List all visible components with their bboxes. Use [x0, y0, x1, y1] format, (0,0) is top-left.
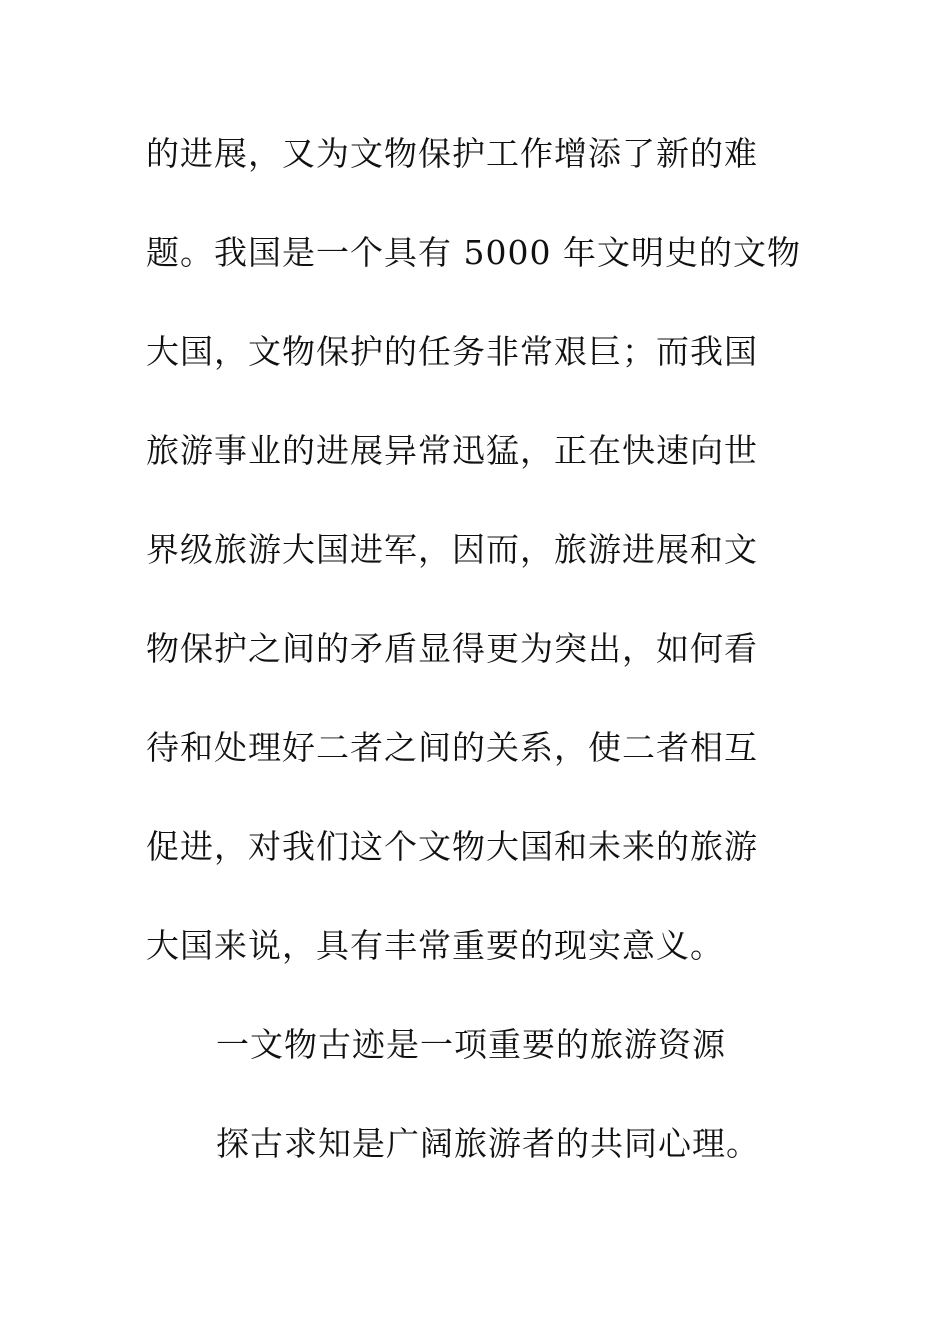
section-heading: 一文物古迹是一项重要的旅游资源 — [216, 1025, 726, 1064]
text-line: 的进展，又为文物保护工作增添了新的难 — [146, 134, 758, 173]
paragraph-start: 探古求知是广阔旅游者的共同心理。 — [216, 1124, 760, 1163]
text-line: 界级旅游大国进军，因而，旅游进展和文 — [146, 530, 758, 569]
text-line: 大国，文物保护的任务非常艰巨；而我国 — [146, 332, 758, 371]
text-line: 题。我国是一个具有 5000 年文明史的文物 — [146, 233, 801, 272]
text-line: 物保护之间的矛盾显得更为突出，如何看 — [146, 629, 758, 668]
text-line: 旅游事业的进展异常迅猛，正在快速向世 — [146, 431, 758, 470]
text-line: 大国来说，具有丰常重要的现实意义。 — [146, 926, 724, 965]
text-line: 待和处理好二者之间的关系，使二者相互 — [146, 728, 758, 767]
text-line: 促进，对我们这个文物大国和未来的旅游 — [146, 827, 758, 866]
body-text — [146, 126, 826, 1215]
